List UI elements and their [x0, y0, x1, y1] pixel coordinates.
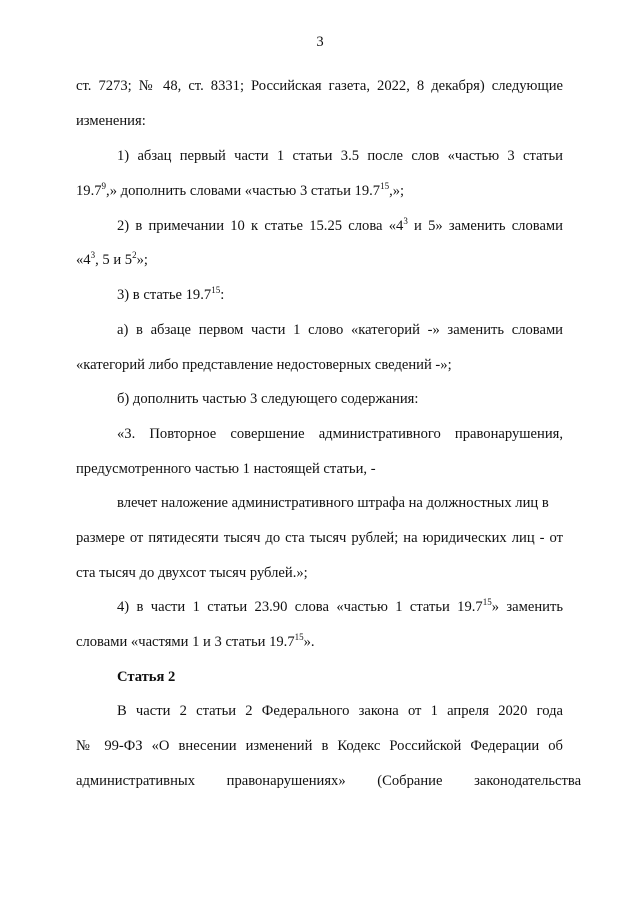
text-line: [117, 286, 563, 305]
text-run: ».: [303, 634, 315, 650]
superscript: 3: [90, 250, 96, 260]
text-line: [117, 321, 563, 339]
text-line: [117, 390, 563, 408]
text-run: ст. 7273; № 48, ст. 8331; Российская газета, 2022, 8 декабря) следующие: [76, 78, 563, 94]
text-run: »;: [136, 252, 148, 268]
text-run: размере от пятидесяти тысяч до ста тысяч рублей; на юридических лиц - от: [76, 530, 563, 546]
superscript: 15: [211, 285, 221, 295]
text-run: 4) в части 1 статьи 23.90 слова «частью 1 статьи 19.7: [117, 599, 483, 615]
text-line: [117, 702, 563, 720]
text-line: [117, 598, 563, 617]
text-line: [117, 217, 563, 236]
text-run: словами «частями 1 и 3 статьи 19.7: [76, 634, 295, 650]
text-line: [76, 529, 563, 547]
text-line: [117, 494, 563, 512]
text-line: [76, 251, 563, 270]
text-run: б) дополнить частью 3 следующего содержания:: [117, 391, 419, 407]
superscript: 15: [482, 597, 492, 607]
text-run: 3) в статье 19.7: [117, 287, 212, 303]
text-line: [76, 460, 563, 478]
text-run: Статья 2: [117, 669, 176, 685]
text-line: [76, 564, 563, 582]
text-line: [76, 182, 563, 201]
text-run: 19.7: [76, 183, 102, 199]
text-line: [76, 112, 563, 130]
text-line: [76, 633, 563, 652]
text-run: «категорий либо представление недостоверных сведений -»;: [76, 357, 452, 373]
text-run: ста тысяч до двухсот тысяч рублей.»;: [76, 565, 308, 581]
superscript: 15: [380, 181, 390, 191]
text-run: предусмотренного частью 1 настоящей статьи, -: [76, 461, 376, 477]
text-run: В части 2 статьи 2 Федерального закона от 1 апреля 2020 года: [117, 703, 563, 719]
text-run: » заменить: [491, 599, 563, 615]
text-run: и 5» заменить словами: [407, 218, 563, 234]
text-run: 1) абзац первый части 1 статьи 3.5 после слов «частью 3 статьи: [117, 148, 563, 164]
text-run: изменения:: [76, 113, 146, 129]
superscript: 15: [294, 632, 304, 642]
page-number: 3: [316, 34, 324, 50]
text-line: [117, 147, 563, 165]
text-run: :: [220, 287, 225, 303]
text-line: [76, 356, 563, 374]
text-line: [76, 77, 563, 95]
text-run: административных правонарушениях» (Собрание законодательства: [76, 773, 582, 789]
text-run: 2) в примечании 10 к статье 15.25 слова «4: [117, 218, 404, 234]
text-run: № 99-ФЗ «О внесении изменений в Кодекс Российской Федерации об: [76, 738, 563, 754]
text-line: [76, 772, 582, 790]
text-run: а) в абзаце первом части 1 слово «категорий -» заменить словами: [117, 322, 563, 338]
text-line: [76, 737, 563, 755]
text-line: [117, 425, 563, 443]
superscript: 3: [403, 216, 408, 226]
section-heading: [117, 668, 563, 686]
superscript: 2: [132, 250, 137, 260]
superscript: 9: [101, 181, 107, 191]
text-run: ,» дополнить словами «частью 3 статьи 19.7: [106, 183, 381, 199]
text-run: , 5 и 5: [95, 252, 133, 268]
text-run: ,»;: [389, 183, 405, 199]
text-run: «4: [76, 252, 91, 268]
text-run: «3. Повторное совершение административного правонарушения,: [117, 426, 563, 442]
text-run: влечет наложение административного штрафа на должностных лиц в: [117, 495, 549, 511]
